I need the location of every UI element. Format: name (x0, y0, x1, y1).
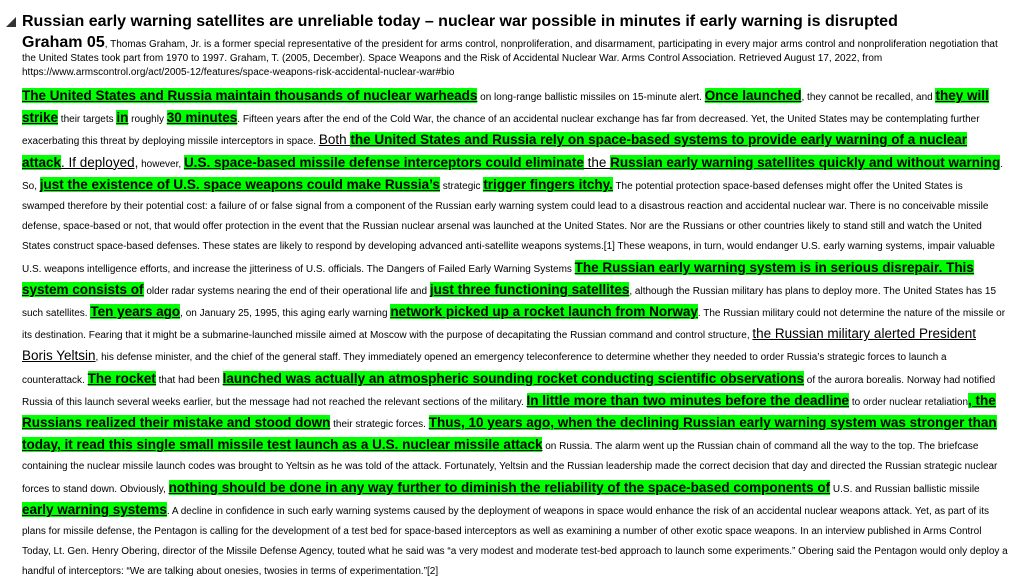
card-segment: their targets (58, 114, 117, 126)
cite-credentials: , Thomas Graham, Jr. is a former special representative of the president for arms control, nonproliferation, and disarmament, participating in every major arms control and nonproliferation negotiation that the United States took part from 1970 to 1997. Graham, T. (2005, December). Space Weapons and the Risk of Accidental Nuclear War. Arms Control Association. Retrieved August 17, 2022, from https://www.armscontrol.org/act/2005-12/features/space-weapons-risk-accidental-nuclear-war#bio (22, 39, 998, 78)
card-segment: roughly (128, 114, 167, 126)
card-segment: , although the Russian military has plans to deploy more. The United States has 15 such satellites. (22, 285, 997, 320)
card-segment: U.S. space-based missile defense interceptors could eliminate (183, 154, 584, 170)
card-segment: network picked up a rocket launch from Norway (390, 304, 698, 320)
card-segment: strategic (439, 180, 484, 192)
card-segment: , the Russians realized their mistake and stood down (22, 392, 996, 431)
card-segment: however, (138, 158, 184, 170)
card-segment: their strategic forces. (330, 419, 429, 431)
card-segment: U.S. and Russian ballistic missile (830, 483, 980, 495)
card-segment: , they cannot be recalled, and (801, 92, 936, 103)
card-segment: launched was actually an atmospheric sounding rocket conducting scientific observations (222, 370, 804, 386)
card-segment: Both (318, 132, 351, 148)
card-segment: that had been (155, 374, 223, 386)
card-tag: Russian early warning satellites are unreliable today – nuclear war possible in minutes if early warning is disrupted (22, 13, 898, 30)
card-segment: . A decline in confidence in such early warning systems caused by the deployment of weapons in space would enhance the risk of an accidental nuclear weapons attack. Yet, as part of its plans for missile defense, the Pentagon is calling for the development of a test bed for space-based interceptors as well as examining a number of other exotic space weapons. In an interview published in Arms Control Today, Lt. Gen. Henry Obering, director of the Missile Defense Agency, touted what he said was “a very modest and moderate test-bed approach to launch some experiments.” Obering said the Pentagon would only deploy a handful of interceptors: “We are talking about onesies, twosies in terms of experimentation.”[2] (22, 505, 1008, 578)
card-segment: . So, (22, 158, 1003, 192)
collapse-triangle-icon[interactable] (6, 17, 16, 27)
card-segment: Thus, 10 years ago, when the declining Russian early warning system was stronger than today, it read this single small missile test launch as a U.S. nuclear missile attack (22, 415, 997, 453)
card-segment: The potential protection space-based defenses might offer the United States is swamped therefore by their potential cost: a failure of or false signal from a component of the Russian early warning system could lead to a disastrous reaction and accidental nuclear war. There is no conceivable missile defense, space-based or not, that would offer protection in the event that the Russian nuclear arsenal was launched at the United States. Nor are the Russians or other countries likely to stand still and watch the United States construct space-based defenses. These states are likely to respond by developing advanced anti-satellite weapons systems.[1] These weapons, in turn, would endanger U.S. early warning systems, impair valuable U.S. weapons intelligence efforts, and increase the jitteriness of U.S. officials. The Dangers of Failed Early Warning Systems (22, 180, 995, 275)
card-segment: in (116, 110, 129, 126)
card-segment: The United States and Russia maintain thousands of nuclear warheads (22, 88, 478, 103)
card-segment: the (583, 154, 611, 170)
citation (22, 36, 1008, 80)
card-segment: they will strike (22, 88, 989, 126)
card-segment: The Russian early warning system is in serious disrepair. This system consists of (22, 259, 974, 297)
card-segment: the Russian military alerted President Boris Yeltsin (22, 326, 976, 364)
card-segment: the United States and Russia rely on space-based systems to provide early warning of a nuclear attack (22, 132, 968, 170)
card-segment: . The Russian military could not determine the nature of the missile or its destination. Fearing that it might be a submarine-launched missile aimed at Moscow with the purpose of decapitating the Russian command and control structure, (22, 308, 1006, 342)
card-segment: just three functioning satellites (429, 281, 630, 297)
card-tag-heading (6, 12, 1008, 32)
card-segment: just the existence of U.S. space weapons could make Russia’s (39, 176, 440, 192)
card-segment: to order nuclear retaliation (849, 396, 969, 408)
card-segment: , his defense minister, and the chief of the general staff. They immediately opened an emergency teleconference to determine whether they needed to order Russia’s strategic forces to launch a counterattack. (22, 352, 947, 386)
card-segment: . If deployed, (61, 154, 139, 170)
card-segment: older radar systems nearing the end of their operational life and (143, 285, 430, 297)
card-segment: 30 minutes (166, 110, 238, 126)
card-segment: The rocket (87, 370, 156, 386)
card-segment: on long-range ballistic missiles on 15-minute alert. (477, 92, 705, 103)
cite-author: Graham 05 (22, 34, 105, 51)
card-segment: of the aurora borealis. Norway had notified Russia of this launch several weeks earlier, but the message had not reached the relevant sections of the military. (22, 374, 996, 408)
card-segment: on Russia. The alarm went up the Russian chain of command all the way to the top. The briefcase containing the nuclear missile launch codes was brought to Yeltsin as he was told of the attack. Fortunately, Yeltsin and the Russian leadership made the correct decision that day and directed the Russian strategic nuclear forces to stand down. Obviously, (22, 441, 998, 495)
card-segment: , on January 25, 1995, this aging early warning (180, 308, 391, 320)
card-segment: trigger fingers itchy. (483, 176, 613, 192)
card-segment: nothing should be done in any way further to diminish the reliability of the space-based components of (168, 479, 831, 495)
card-body (22, 86, 1008, 583)
card-segment: early warning systems (22, 501, 167, 517)
card-segment: Russian early warning satellites quickly and without warning (610, 154, 1001, 170)
card-segment: In little more than two minutes before the deadline (526, 392, 850, 408)
card-segment: Ten years ago (90, 304, 181, 320)
card-segment: . Fifteen years after the end of the Cold War, the chance of an accidental nuclear exchange has far from decreased. Yet, the United States may be contemplating further exacerbating this threat by deploying missile interceptors in space. (22, 114, 980, 148)
card-segment: Once launched (704, 88, 802, 103)
